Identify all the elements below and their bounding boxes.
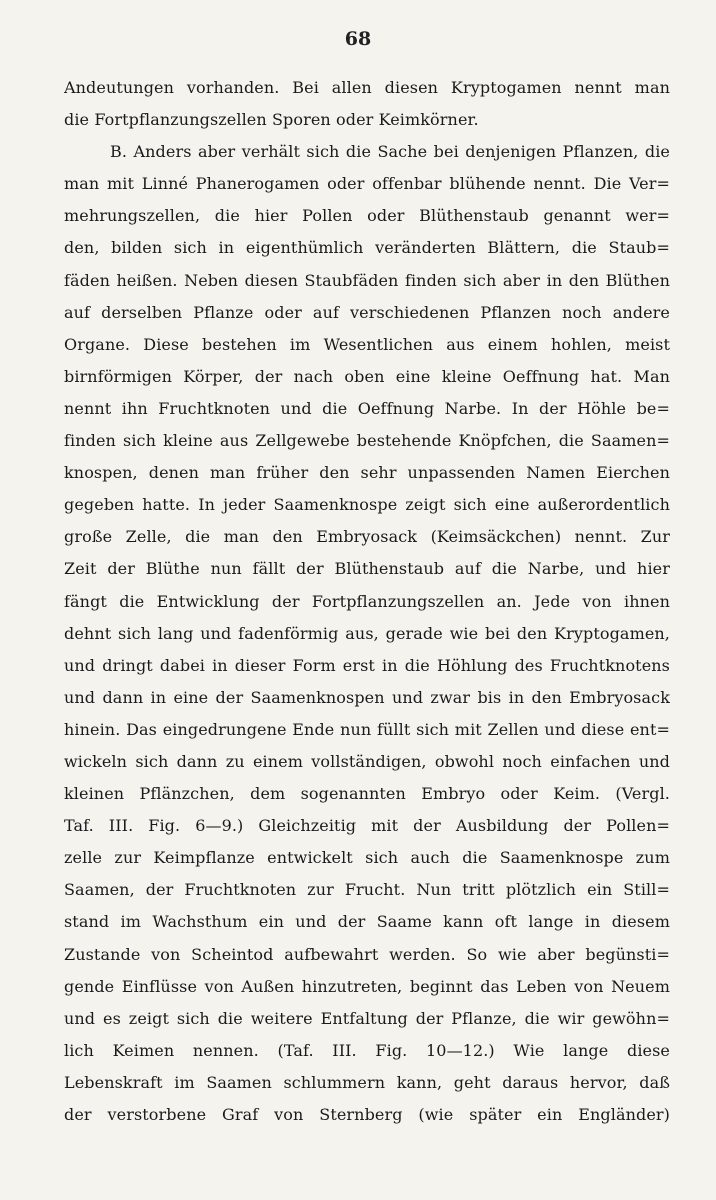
text-line: B. Anders aber verhält sich die Sache bei denjenigen Pflanzen, die — [110, 142, 670, 162]
text-line: Zeit der Blüthe nun fällt der Blüthenstaub auf die Narbe, und hier — [64, 559, 670, 579]
text-line: der verstorbene Graf von Sternberg (wie später ein Engländer) — [64, 1105, 670, 1124]
text-line: große Zelle, die man den Embryosack (Keimsäckchen) nennt. Zur — [64, 527, 670, 547]
text-line: die Fortpflanzungszellen Sporen oder Keimkörner. — [64, 110, 479, 130]
text-line: Andeutungen vorhanden. Bei allen diesen Kryptogamen nennt man — [64, 78, 670, 97]
text-line: und dringt dabei in dieser Form erst in die Höhlung des Fruchtknotens — [64, 655, 670, 675]
text-line: Saamen, der Fruchtknoten zur Frucht. Nun tritt plötzlich ein Still= — [64, 880, 670, 900]
text-line: hinein. Das eingedrungene Ende nun füllt sich mit Zellen und diese ent= — [64, 719, 670, 739]
text-line: lich Keimen nennen. (Taf. III. Fig. 10—12.) Wie lange diese — [64, 1040, 670, 1060]
text-line: Taf. III. Fig. 6—9.) Gleichzeitig mit der Ausbildung der Pollen= — [64, 816, 670, 836]
text-line: Zustande von Scheintod aufbewahrt werden. So wie aber begünsti= — [64, 944, 670, 964]
text-line: nennt ihn Fruchtknoten und die Oeffnung Narbe. In der Höhle be= — [64, 398, 670, 418]
text-line: auf derselben Pflanze oder auf verschiedenen Pflanzen noch andere — [64, 302, 670, 322]
text-line: kleinen Pflänzchen, dem sogenannten Embryo oder Keim. (Vergl. — [64, 784, 670, 804]
text-line: dehnt sich lang und fadenförmig aus, gerade wie bei den Kryptogamen, — [64, 623, 670, 643]
text-line: mehrungszellen, die hier Pollen oder Blüthenstaub genannt wer= — [64, 206, 670, 226]
text-line: knospen, denen man früher den sehr unpassenden Namen Eierchen — [64, 463, 670, 483]
text-line: birnförmigen Körper, der nach oben eine kleine Oeffnung hat. Man — [64, 366, 670, 386]
text-line: Organe. Diese bestehen im Wesentlichen aus einem hohlen, meist — [64, 334, 670, 354]
text-line: den, bilden sich in eigenthümlich veränderten Blättern, die Staub= — [64, 238, 670, 258]
body-text — [64, 72, 670, 1131]
text-line: gegeben hatte. In jeder Saamenknospe zeigt sich eine außerordentlich — [64, 495, 670, 515]
text-line: fängt die Entwicklung der Fortpflanzungszellen an. Jede von ihnen — [64, 591, 670, 611]
text-line: fäden heißen. Neben diesen Staubfäden finden sich aber in den Blüthen — [64, 270, 670, 290]
text-line: finden sich kleine aus Zellgewebe bestehende Knöpfchen, die Saamen= — [64, 431, 670, 451]
text-line: zelle zur Keimpflanze entwickelt sich auch die Saamenknospe zum — [64, 848, 670, 868]
text-line: und dann in eine der Saamenknospen und zwar bis in den Embryosack — [64, 687, 670, 707]
text-line: Lebenskraft im Saamen schlummern kann, geht daraus hervor, daß — [64, 1072, 670, 1092]
text-line: gende Einflüsse von Außen hinzutreten, beginnt das Leben von Neuem — [64, 976, 670, 996]
page-number: 68 — [344, 28, 372, 50]
text-line: wickeln sich dann zu einem vollständigen, obwohl noch einfachen und — [64, 751, 670, 771]
text-line: stand im Wachsthum ein und der Saame kann oft lange in diesem — [64, 912, 670, 932]
text-line: und es zeigt sich die weitere Entfaltung der Pflanze, die wir gewöhn= — [64, 1008, 670, 1028]
text-line: man mit Linné Phanerogamen oder offenbar blühende nennt. Die Ver= — [64, 174, 670, 194]
